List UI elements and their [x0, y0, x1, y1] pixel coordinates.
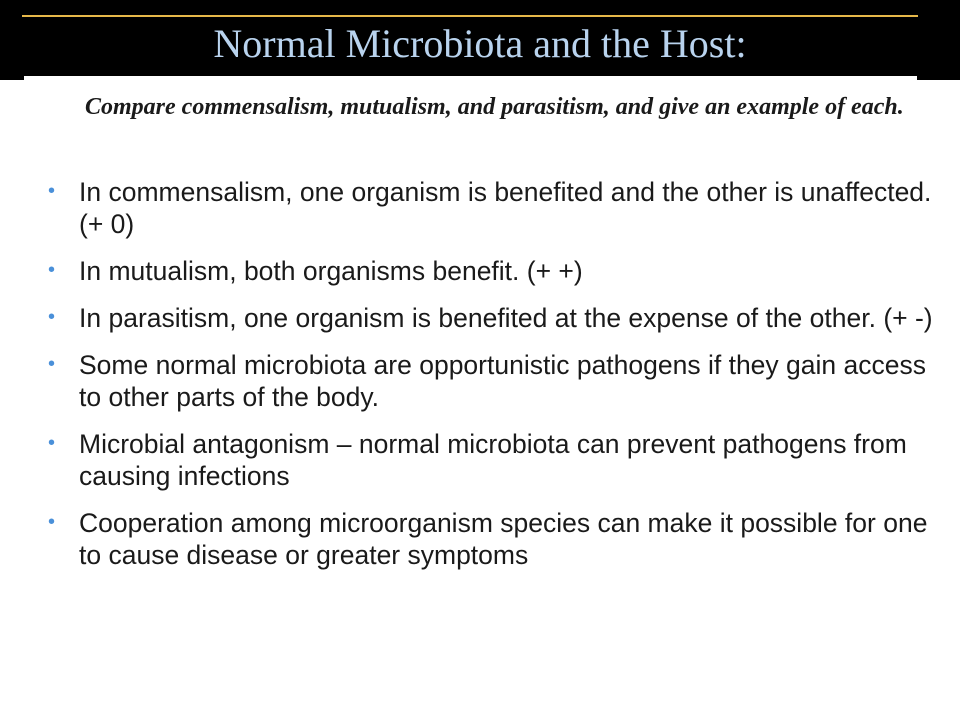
bullet-icon: • — [48, 432, 56, 454]
bullet-text: In mutualism, both organisms benefit. (+ +) — [79, 256, 583, 286]
slide-title: Normal Microbiota and the Host: — [213, 21, 747, 66]
learning-objective: Compare commensalism, mutualism, and parasitism, and give an example of each. — [85, 94, 904, 120]
bullet-text: Some normal microbiota are opportunistic pathogens if they gain access to other parts of the body. — [79, 350, 926, 412]
bullet-icon: • — [48, 511, 56, 533]
bullet-icon: • — [48, 306, 56, 328]
bullet-list — [46, 176, 946, 586]
title-divider — [24, 76, 917, 80]
bullet-icon: • — [48, 259, 56, 281]
bullet-item — [46, 255, 946, 287]
bullet-text: In parasitism, one organism is benefited at the expense of the other. (+ -) — [79, 303, 933, 333]
bullet-item — [46, 176, 946, 240]
bullet-icon: • — [48, 180, 56, 202]
bullet-item — [46, 507, 946, 571]
bullet-text: In commensalism, one organism is benefited and the other is unaffected. (+ 0) — [79, 177, 932, 239]
bullet-icon: • — [48, 353, 56, 375]
bullet-item — [46, 349, 946, 413]
title-accent-line — [22, 15, 918, 17]
bullet-item — [46, 428, 946, 492]
bullet-text: Cooperation among microorganism species can make it possible for one to cause disease or greater symptoms — [79, 508, 928, 570]
bullet-item — [46, 302, 946, 334]
bullet-text: Microbial antagonism – normal microbiota can prevent pathogens from causing infections — [79, 429, 907, 491]
